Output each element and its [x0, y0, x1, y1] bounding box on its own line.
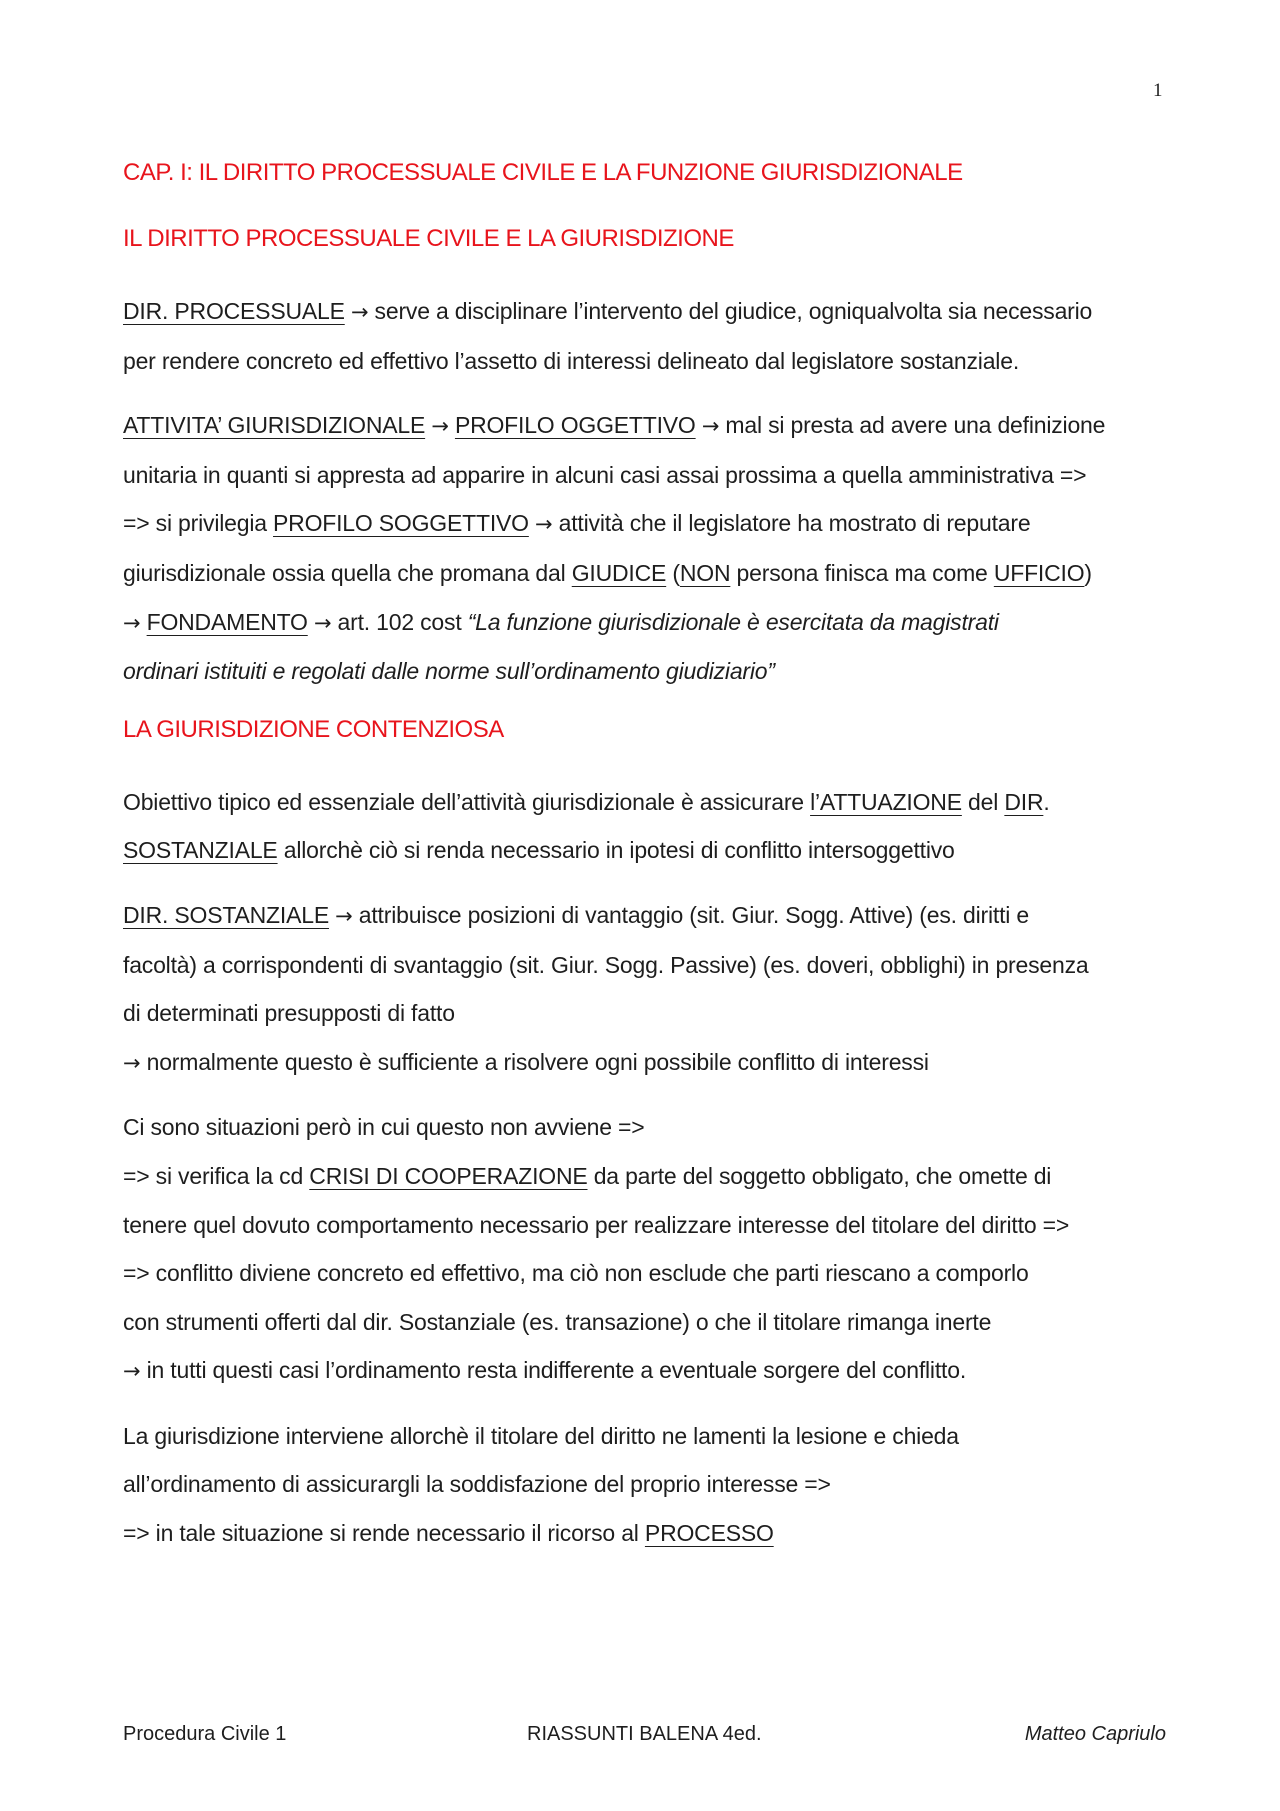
term-sostanziale: SOSTANZIALE: [123, 837, 278, 864]
footer-center: RIASSUNTI BALENA 4ed.: [527, 1723, 762, 1745]
paragraph-dir-sostanziale: [123, 891, 1183, 1087]
text: del: [961, 788, 1005, 815]
text: attribuisce posizioni di vantaggio (sit. Giur. Sogg. Attive) (es. diritti e: [352, 901, 1029, 928]
term-giudice: GIUDICE: [571, 559, 667, 586]
term-dir-sostanziale: DIR. SOSTANZIALE: [123, 901, 329, 928]
term-fondamento: FONDAMENTO: [146, 608, 308, 635]
quote: “La funzione giurisdizionale è esercitata da magistrati: [467, 608, 999, 635]
text: unitaria in quanti si appresta ad apparire in alcuni casi assai prossima a quella amministrativa =>: [123, 461, 1087, 488]
text: attività che il legislatore ha mostrato di reputare: [552, 510, 1031, 537]
arrow-icon: →: [431, 414, 449, 439]
footer-right: Matteo Capriulo: [1024, 1723, 1166, 1745]
arrow-icon: →: [335, 903, 353, 928]
text: => in tale situazione si rende necessario il ricorso al: [123, 1520, 645, 1547]
paragraph-crisi: [123, 1103, 1183, 1396]
term-attivita-giurisdizionale: ATTIVITA’ GIURISDIZIONALE: [123, 412, 426, 439]
term-non: NON: [679, 559, 731, 586]
text: con strumenti offerti dal dir. Sostanziale (es. transazione) o che il titolare rimanga inerte: [123, 1308, 992, 1335]
footer-left: Procedura Civile 1: [123, 1723, 287, 1745]
text: giurisdizionale ossia quella che promana dal: [123, 559, 572, 586]
text: => si privilegia: [123, 510, 274, 537]
text: allorchè ciò si renda necessario in ipotesi di conflitto intersoggettivo: [277, 837, 955, 864]
paragraph-dir-processuale: [123, 287, 1183, 385]
text: tenere quel dovuto comportamento necessario per realizzare interesse del titolare del diritto =>: [123, 1211, 1070, 1238]
page-number: 1: [1153, 80, 1163, 101]
arrow-icon: →: [123, 610, 141, 635]
document-body: [123, 155, 1183, 1574]
term-crisi-di-cooperazione: CRISI DI COOPERAZIONE: [309, 1162, 588, 1189]
paragraph-giurisdizione: [123, 1412, 1183, 1558]
paragraph-obiettivo: Obiettivo tipico ed essenziale dell’attività giurisdizionale è assicurare l’ATTUAZIONE del DIR. SOSTANZIALE allorchè ciò si renda necessario in ipotesi di conflitto intersoggettivo: [123, 788, 1050, 864]
arrow-icon: →: [350, 300, 369, 324]
arrow-icon: →: [701, 414, 720, 439]
arrow-icon: →: [313, 610, 332, 635]
text: normalmente questo è sufficiente a risolvere ogni possibile conflitto di interessi: [140, 1048, 929, 1075]
text: art. 102 cost: [331, 608, 468, 635]
text: Ci sono situazioni però in cui questo non avviene =>: [123, 1114, 645, 1141]
text: all’ordinamento di assicurargli la soddisfazione del proprio interesse =>: [123, 1471, 831, 1498]
section-heading-2: LA GIURISDIZIONE CONTENZIOSA: [123, 715, 504, 743]
paragraph-attivita-giurisdizionale: ATTIVITA’ GIURISDIZIONALE → PROFILO OGGETTIVO → mal si presta ad avere una definizione unitaria in quanti si appresta ad apparire in alcuni casi assai prossima a quella amministrativa => => si privilegia PROFILO SOGGETTIVO → attività che il legislatore ha mostrato di reputare giurisdizionale ossia quella che promana dal GIUDICE (NON persona finisca ma come UFFICIO) → FONDAMENTO → art. 102 cost “La funzione giurisdizionale è esercitata da magistrati ordinari istituiti e regolati dalle norme sull’ordinamento giudiziario”: [123, 412, 1106, 685]
term-processo: PROCESSO: [644, 1520, 774, 1547]
text: mal si presta ad avere una definizione: [719, 412, 1106, 439]
chapter-heading: CAP. I: IL DIRITTO PROCESSUALE CIVILE E LA FUNZIONE GIURISDIZIONALE: [123, 159, 963, 186]
text: => conflitto diviene concreto ed effettivo, ma ciò non esclude che parti riescano a comporlo: [123, 1260, 1029, 1287]
term-profilo-oggettivo: PROFILO OGGETTIVO: [454, 412, 696, 439]
text: persona finisca ma come: [730, 559, 994, 586]
text: serve a disciplinare l’intervento del giudice, ogniqualvolta sia necessario: [368, 298, 1093, 324]
text: in tutti questi casi l’ordinamento resta indifferente a eventuale sorgere del conflitto.: [140, 1357, 967, 1384]
term-dir: DIR: [1004, 788, 1044, 815]
section-heading-1: IL DIRITTO PROCESSUALE CIVILE E LA GIURISDIZIONE: [123, 225, 734, 252]
term-profilo-soggettivo: PROFILO SOGGETTIVO: [273, 510, 529, 537]
text: da parte del soggetto obbligato, che omette di: [587, 1162, 1052, 1189]
term-ufficio: UFFICIO: [993, 559, 1085, 586]
arrow-icon: →: [123, 1359, 141, 1384]
text: Obiettivo tipico ed essenziale dell’attività giurisdizionale è assicurare: [123, 788, 811, 815]
term-attuazione: l’ATTUAZIONE: [810, 788, 962, 815]
text: per rendere concreto ed effettivo l’assetto di interessi delineato dal legislatore sostanziale.: [123, 347, 1020, 374]
term-dir-processuale: DIR. PROCESSUALE: [123, 298, 345, 324]
text: di determinati presupposti di fatto: [123, 1000, 455, 1027]
text: facoltà) a corrispondenti di svantaggio (sit. Giur. Sogg. Passive) (es. doveri, obblighi) in presenza: [123, 951, 1089, 978]
arrow-icon: →: [123, 1050, 141, 1075]
arrow-icon: →: [535, 512, 553, 537]
quote: ordinari istituiti e regolati dalle norme sull’ordinamento giudiziario”: [123, 658, 775, 685]
text: => si verifica la cd: [123, 1162, 310, 1189]
text: La giurisdizione interviene allorchè il titolare del diritto ne lamenti la lesione e chieda: [123, 1422, 959, 1449]
